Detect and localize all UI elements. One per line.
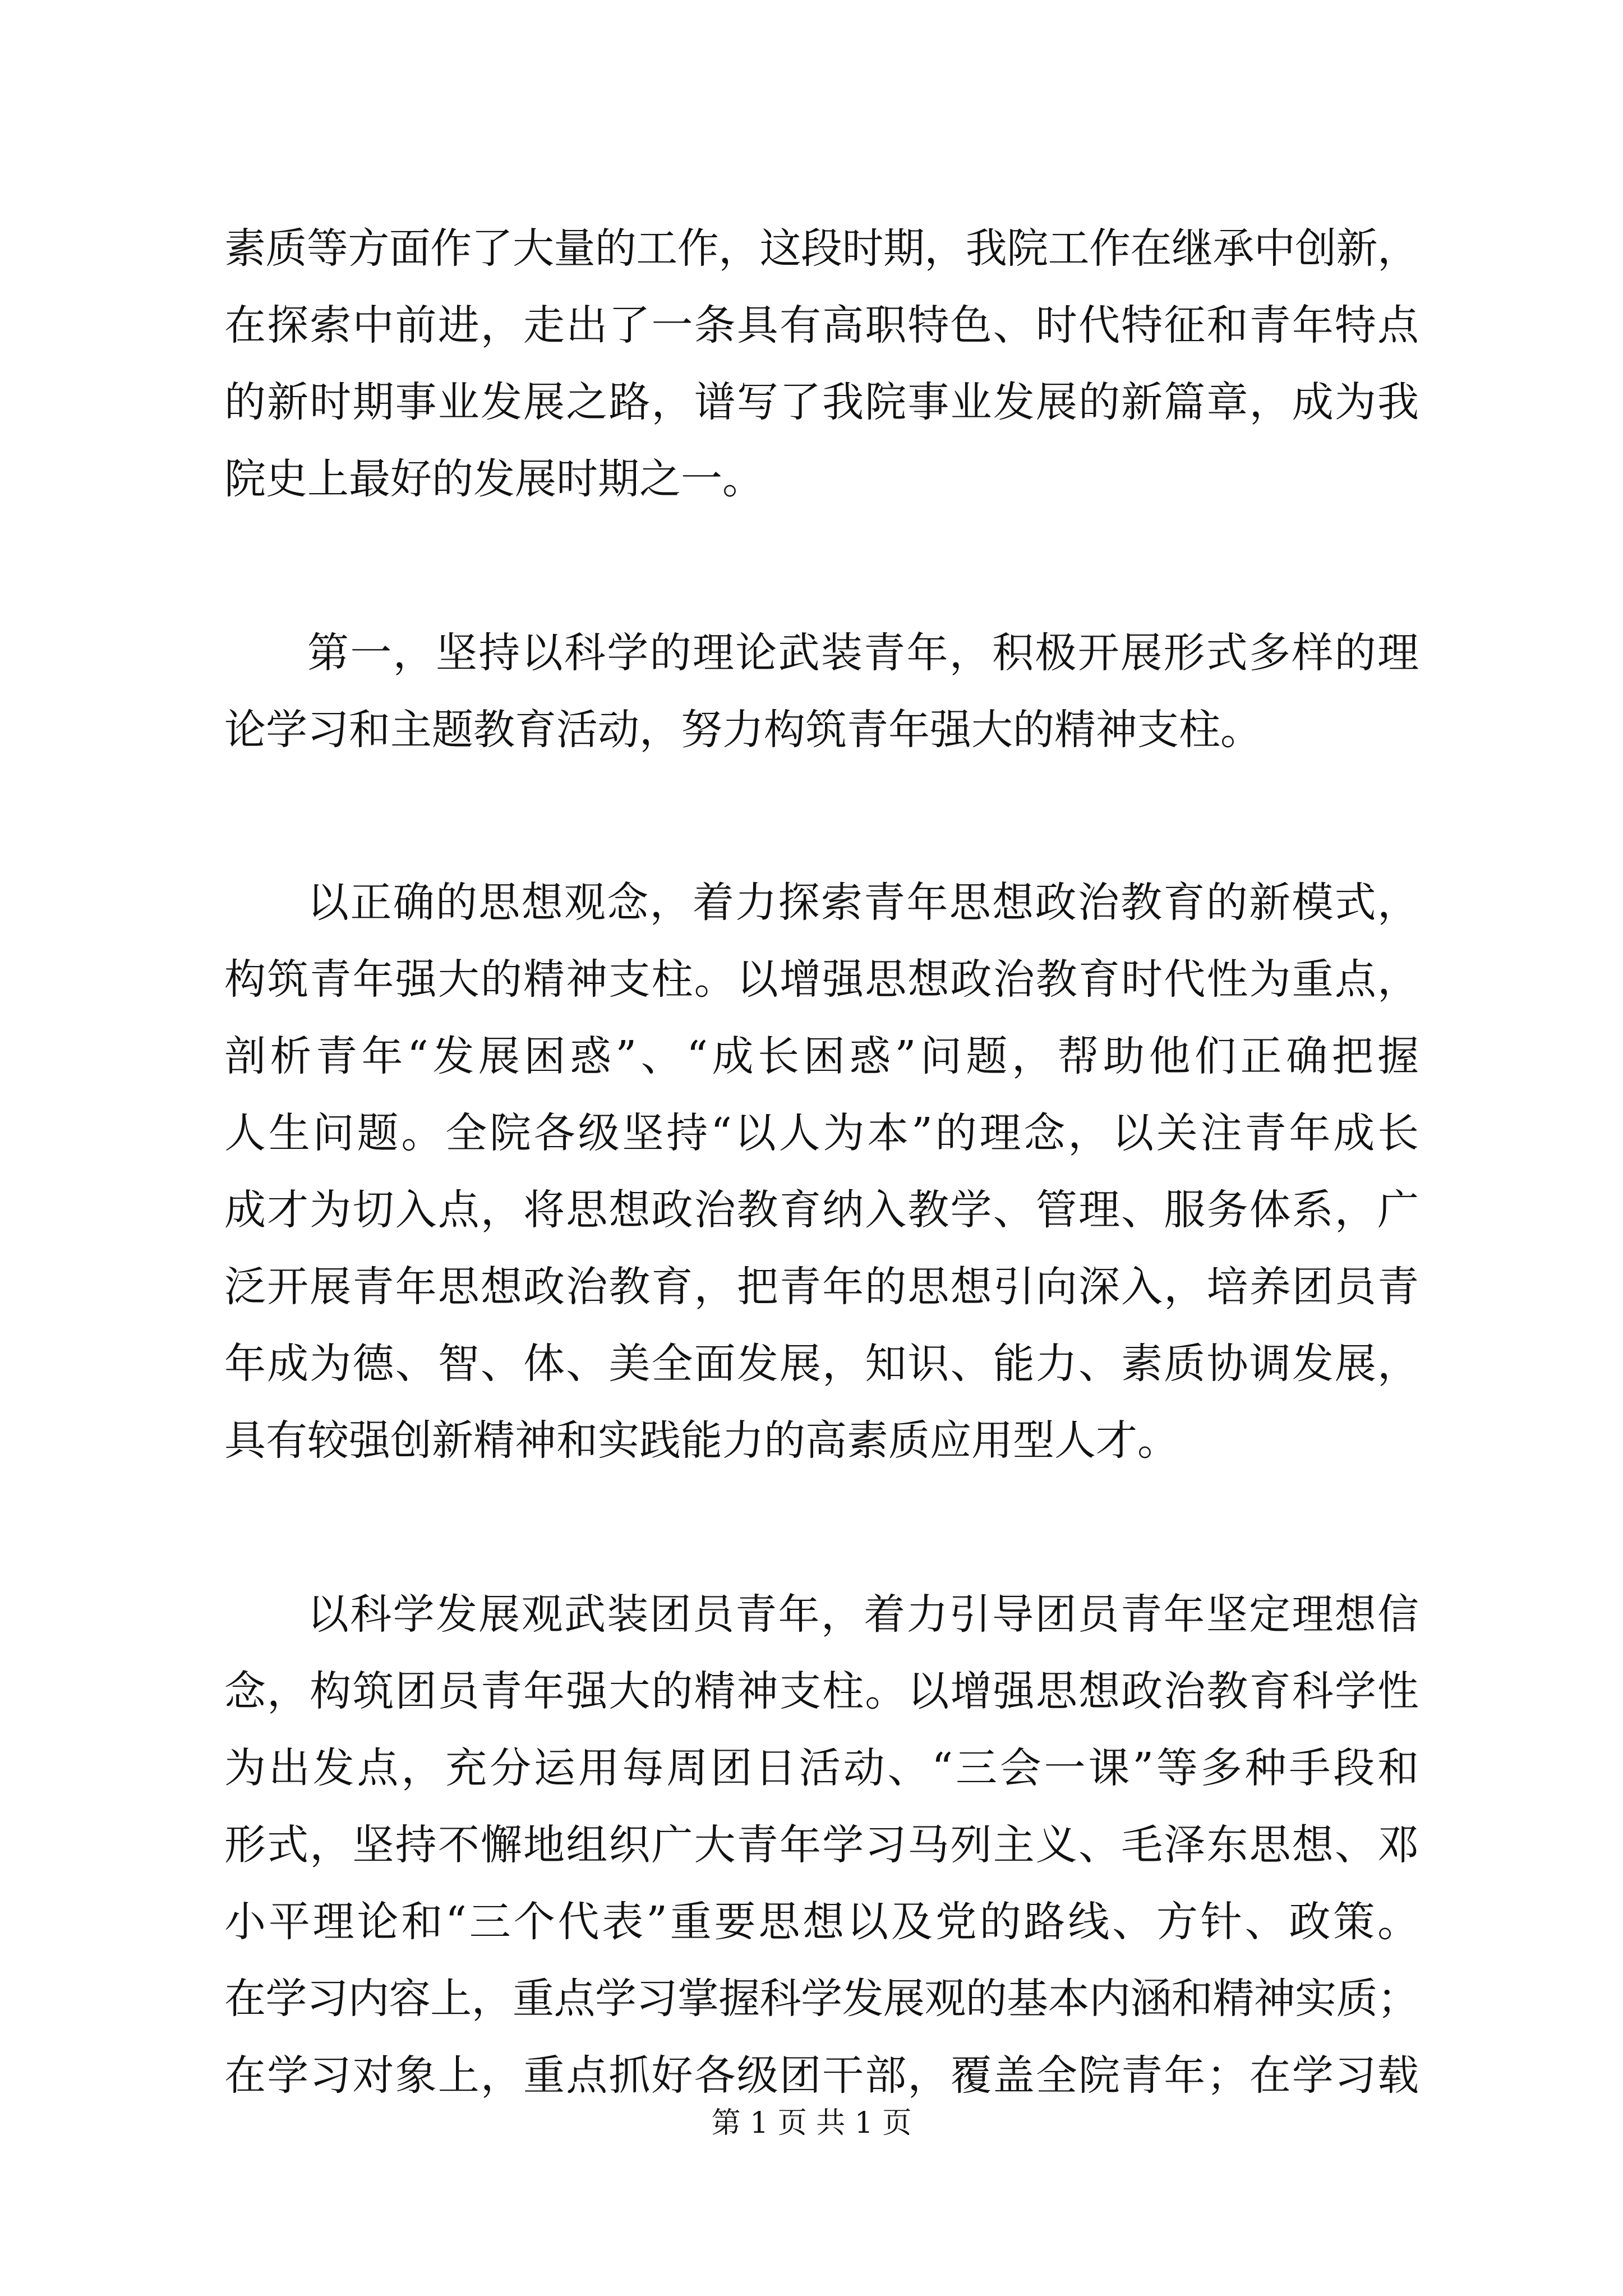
text-line [0, 1737, 1623, 1799]
text-line [0, 1891, 1623, 1953]
text-line-content: 在探索中前进，走出了一条具有高职特色、时代特征和青年特点 [224, 301, 1421, 349]
text-line-content: 论学习和主题教育活动，努力构筑青年强大的精神支柱。 [224, 706, 1262, 754]
text-line-content: 具有较强创新精神和实践能力的高素质应用型人才。 [224, 1416, 1179, 1465]
text-line [0, 1660, 1623, 1722]
text-line [0, 1584, 1623, 1645]
text-line-content: 的新时期事业发展之路，谱写了我院事业发展的新篇章，成为我 [224, 378, 1421, 426]
text-line [0, 699, 1623, 761]
text-line [0, 1102, 1623, 1164]
text-line-content: 剖析青年“发展困惑”、“成长困惑”问题，帮助他们正确把握 [224, 1032, 1423, 1080]
text-line [0, 218, 1623, 279]
text-line [0, 295, 1623, 356]
text-line-content: 第一，坚持以科学的理论武装青年，积极开展形式多样的理 [307, 629, 1421, 677]
text-line-content: 年成为德、智、体、美全面发展，知识、能力、素质协调发展， [224, 1340, 1421, 1388]
text-line-content: 在学习内容上，重点学习掌握科学发展观的基本内涵和精神实质； [224, 1975, 1419, 2023]
text-line-content: 院史上最好的发展时期之一。 [224, 455, 764, 503]
text-line [0, 1410, 1623, 1471]
text-line-content: 为出发点，充分运用每周团日活动、“三会一课”等多种手段和 [224, 1744, 1422, 1792]
text-line [0, 371, 1623, 433]
text-line-content: 形式，坚持不懈地组织广大青年学习马列主义、毛泽东思想、邓 [224, 1821, 1421, 1869]
text-line-content: 以科学发展观武装团员青年，着力引导团员青年坚定理想信 [307, 1590, 1421, 1639]
text-line [0, 1968, 1623, 2030]
text-line [0, 949, 1623, 1010]
text-line-content: 念，构筑团员青年强大的精神支柱。以增强思想政治教育科学性 [224, 1667, 1421, 1715]
text-line-content: 在学习对象上，重点抓好各级团干部，覆盖全院青年；在学习载 [224, 2051, 1421, 2100]
text-line-content: 人生问题。全院各级坚持“以人为本”的理念，以关注青年成长 [224, 1109, 1422, 1157]
text-line [0, 622, 1623, 684]
text-line [0, 1025, 1623, 1087]
text-line [0, 1256, 1623, 1318]
text-line [0, 872, 1623, 933]
text-line-content: 构筑青年强大的精神支柱。以增强思想政治教育时代性为重点， [224, 955, 1421, 1004]
text-line [0, 1814, 1623, 1876]
text-line-content: 泛开展青年思想政治教育，把青年的思想引向深入，培养团员青 [224, 1263, 1421, 1311]
text-line-content: 成才为切入点，将思想政治教育纳入教学、管理、服务体系，广 [224, 1186, 1421, 1234]
text-line-content: 以正确的思想观念，着力探索青年思想政治教育的新模式， [307, 878, 1421, 927]
text-line [0, 1333, 1623, 1395]
text-line-content: 素质等方面作了大量的工作，这段时期，我院工作在继承中创新， [224, 224, 1419, 273]
page-footer: 第 1 页 共 1 页 [711, 2106, 912, 2140]
text-line [0, 2045, 1623, 2106]
text-line [0, 1179, 1623, 1241]
text-line [0, 448, 1623, 510]
text-line-content: 小平理论和“三个代表”重要思想以及党的路线、方针、政策。 [224, 1898, 1422, 1946]
